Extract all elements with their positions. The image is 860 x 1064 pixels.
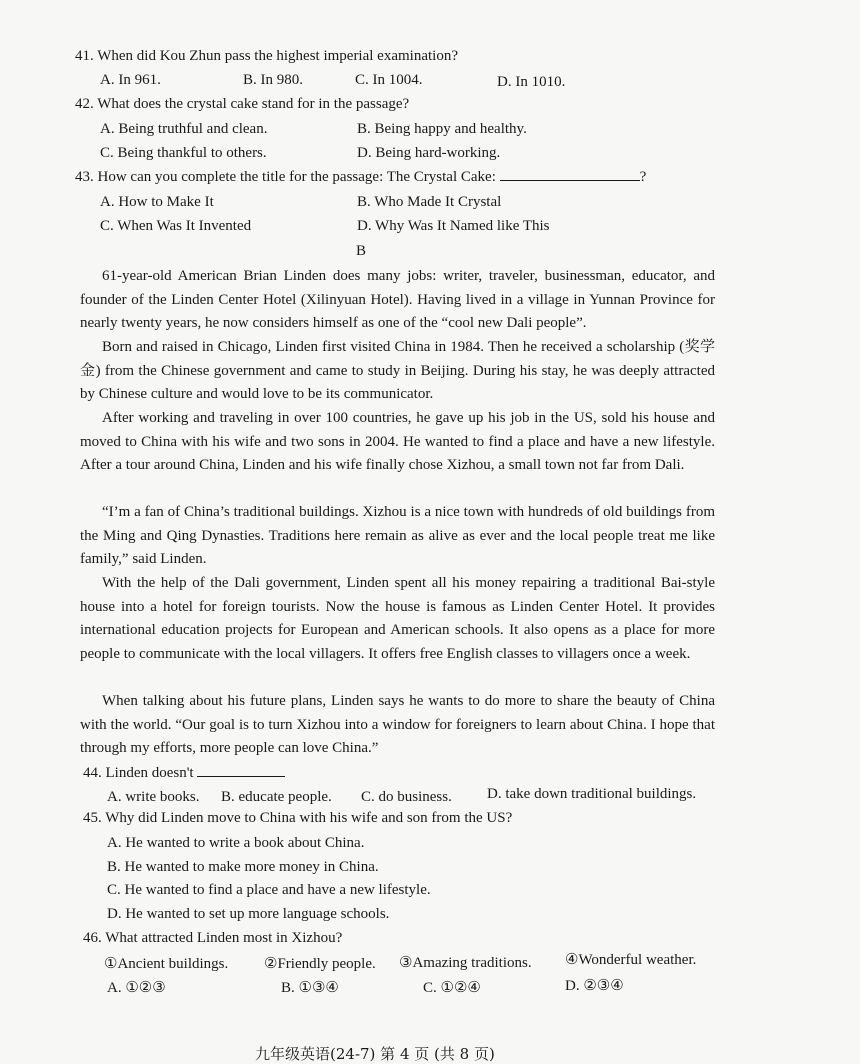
page-footer: 九年级英语(24-7) 第 4 页 (共 8 页) xyxy=(255,1045,495,1063)
question-43-end: ? xyxy=(639,169,647,185)
section-label: B xyxy=(356,243,367,259)
passage-paragraph-5: With the help of the Dali government, Linden spent all his money repairing a traditional Bai-style house into a hotel for foreign tourists. Now the house is famous as Linden Center Hotel. It provides international education projects for European and American schools. It also opens as a place for more people to communicate with the local villagers. It offers free English classes to villagers once a week. xyxy=(80,575,715,662)
question-43-stem xyxy=(75,169,646,186)
question-44-stem xyxy=(83,765,285,782)
passage-paragraph-2: Born and raised in Chicago, Linden first visited China in 1984. Then he received a scholarship (奖学金) from the Chinese government and came to study in Beijing. During his stay, he was deeply attracted by Chinese culture and would love to be its communicator. xyxy=(80,339,715,403)
q44-option-a: A. write books. xyxy=(107,789,200,805)
q43-option-a: A. How to Make It xyxy=(100,194,214,210)
question-44-text: 44. Linden doesn't xyxy=(83,765,194,781)
question-45-stem: 45. Why did Linden move to China with his wife and son from the US? xyxy=(83,810,513,826)
q41-option-d: D. In 1010. xyxy=(497,74,566,90)
q46-item-3: ③Amazing traditions. xyxy=(399,955,532,971)
q42-option-b: B. Being happy and healthy. xyxy=(357,121,527,137)
q46-option-b: B. ①③④ xyxy=(281,980,339,996)
q46-item-2: ②Friendly people. xyxy=(264,956,376,972)
q45-option-c: C. He wanted to find a place and have a new lifestyle. xyxy=(107,882,431,898)
q42-option-d: D. Being hard-working. xyxy=(357,145,501,161)
q43-option-d: D. Why Was It Named like This xyxy=(357,218,550,234)
q41-option-b: B. In 980. xyxy=(243,72,303,88)
passage-paragraph-6: When talking about his future plans, Linden says he wants to do more to share the beauty of China with the world. “Our goal is to turn Xizhou into a window for foreigners to learn about China. I hope that through my efforts, more people can love China.” xyxy=(80,693,715,757)
q43-option-c: C. When Was It Invented xyxy=(100,218,252,234)
passage-paragraph-3: After working and traveling in over 100 countries, he gave up his job in the US, sold his house and moved to China with his wife and two sons in 2004. He wanted to find a place and have a new lifestyle. After a tour around China, Linden and his wife finally chose Xizhou, a small town not far from Dali. xyxy=(80,410,715,474)
q46-item-4: ④Wonderful weather. xyxy=(565,952,697,968)
q43-option-b: B. Who Made It Crystal xyxy=(357,194,502,210)
q46-option-a: A. ①②③ xyxy=(107,980,166,996)
q44-option-d: D. take down traditional buildings. xyxy=(487,786,697,802)
question-41-stem: 41. When did Kou Zhun pass the highest imperial examination? xyxy=(75,48,458,64)
question-42-stem: 42. What does the crystal cake stand for in the passage? xyxy=(75,96,410,112)
q41-option-a: A. In 961. xyxy=(100,72,161,88)
q42-option-c: C. Being thankful to others. xyxy=(100,145,267,161)
q45-option-d: D. He wanted to set up more language schools. xyxy=(107,906,390,922)
passage-paragraph-1: 61-year-old American Brian Linden does many jobs: writer, traveler, businessman, educator, and founder of the Linden Center Hotel (Xilinyuan Hotel). Having lived in a village in Yunnan Province for nearly twenty years, he now considers himself as one of the “cool new Dali people”. xyxy=(80,268,715,332)
q46-item-1: ①Ancient buildings. xyxy=(104,956,229,972)
question-46-stem: 46. What attracted Linden most in Xizhou? xyxy=(83,930,343,946)
passage-paragraph-4: “I’m a fan of China’s traditional buildings. Xizhou is a nice town with hundreds of old buildings from the Ming and Qing Dynasties. Traditions here remain as alive as ever and the local people treat me like family,” said Linden. xyxy=(80,504,715,568)
q44-option-b: B. educate people. xyxy=(221,789,332,805)
q45-option-a: A. He wanted to write a book about China. xyxy=(107,835,365,851)
q46-option-d: D. ②③④ xyxy=(565,978,624,994)
q45-option-b: B. He wanted to make more money in China. xyxy=(107,859,379,875)
q44-option-c: C. do business. xyxy=(361,789,452,805)
q41-option-c: C. In 1004. xyxy=(355,72,423,88)
q46-option-c: C. ①②④ xyxy=(423,980,481,996)
q42-option-a: A. Being truthful and clean. xyxy=(100,121,268,137)
answer-blank xyxy=(197,776,285,777)
answer-blank xyxy=(500,180,640,181)
question-43-text: 43. How can you complete the title for the passage: The Crystal Cake: xyxy=(75,169,496,185)
